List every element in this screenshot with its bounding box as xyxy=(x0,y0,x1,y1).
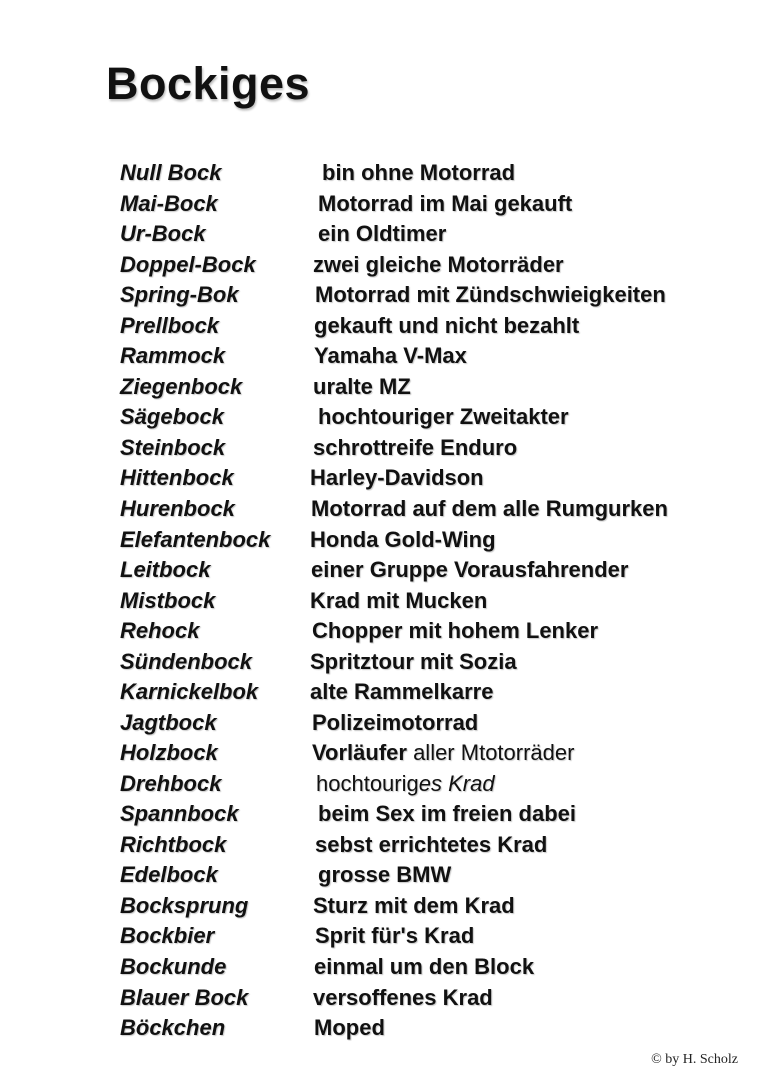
definition: beim Sex im freien dabei xyxy=(318,801,576,826)
list-item xyxy=(0,404,770,434)
term: Bockunde xyxy=(120,954,227,979)
list-item xyxy=(0,923,770,953)
term: Sündenbock xyxy=(120,649,253,674)
term: Bocksprung xyxy=(120,893,249,918)
definition xyxy=(316,771,495,797)
definition: Krad mit Mucken xyxy=(310,588,488,613)
list-item xyxy=(0,588,770,618)
list-item xyxy=(0,985,770,1015)
list-item xyxy=(0,740,770,770)
definition: Polizeimotorrad xyxy=(312,710,479,735)
definition: versoffenes Krad xyxy=(313,985,493,1010)
list-item xyxy=(0,313,770,343)
term: Hittenbock xyxy=(120,465,234,490)
list-item xyxy=(0,954,770,984)
list-item xyxy=(0,893,770,923)
term: Jagtbock xyxy=(120,710,217,735)
page-title: Bockiges xyxy=(106,58,311,109)
list-item xyxy=(0,649,770,679)
definition: gekauft und nicht bezahlt xyxy=(314,313,580,338)
definition: Spritztour mit Sozia xyxy=(310,649,517,674)
term: Rehock xyxy=(120,618,200,643)
definition: ein Oldtimer xyxy=(318,221,447,246)
definition-plain-part: aller Mtotorräder xyxy=(406,740,575,765)
definition: grosse BMW xyxy=(318,862,452,887)
term: Prellbock xyxy=(120,313,220,338)
term: Bockbier xyxy=(120,923,215,948)
definition: uralte MZ xyxy=(313,374,411,399)
list-item xyxy=(0,801,770,831)
list-item xyxy=(0,160,770,190)
definition-italic-part: es Krad xyxy=(418,771,495,796)
term: Karnickelbok xyxy=(120,679,259,704)
definition: Sprit für's Krad xyxy=(315,923,475,948)
term: Blauer Bock xyxy=(120,985,249,1010)
list-item xyxy=(0,679,770,709)
list-item xyxy=(0,557,770,587)
list-item xyxy=(0,435,770,465)
list-item xyxy=(0,374,770,404)
list-item xyxy=(0,496,770,526)
term: Edelbock xyxy=(120,862,218,887)
definition: Harley-Davidson xyxy=(310,465,484,490)
definition: Motorrad auf dem alle Rumgurken xyxy=(311,496,668,521)
term: Spannbock xyxy=(120,801,239,826)
list-item xyxy=(0,343,770,373)
list-item xyxy=(0,832,770,862)
term: Hurenbock xyxy=(120,496,235,521)
list-item xyxy=(0,771,770,801)
list-item xyxy=(0,862,770,892)
definition-bold-part: Vorläufer xyxy=(312,740,407,765)
term: Null Bock xyxy=(120,160,222,185)
list-item xyxy=(0,618,770,648)
definition: schrottreife Enduro xyxy=(313,435,518,460)
list-item xyxy=(0,191,770,221)
definition: bin ohne Motorrad xyxy=(322,160,516,185)
definition: zwei gleiche Motorräder xyxy=(313,252,564,277)
definition: einmal um den Block xyxy=(314,954,535,979)
definition: Chopper mit hohem Lenker xyxy=(312,618,599,643)
list-item xyxy=(0,710,770,740)
definition: Sturz mit dem Krad xyxy=(313,893,515,918)
definition xyxy=(312,740,574,766)
term: Richtbock xyxy=(120,832,227,857)
definition-plain-part: hochtourig xyxy=(316,771,419,796)
term: Steinbock xyxy=(120,435,226,460)
term: Sägebock xyxy=(120,404,224,429)
list-item xyxy=(0,1015,770,1045)
term: Holzbock xyxy=(120,740,218,765)
term: Böckchen xyxy=(120,1015,226,1040)
definition: einer Gruppe Vorausfahrender xyxy=(311,557,629,582)
list-item xyxy=(0,465,770,495)
term: Drehbock xyxy=(120,771,222,796)
term: Doppel-Bock xyxy=(120,252,256,277)
definition: alte Rammelkarre xyxy=(310,679,494,704)
term: Mai-Bock xyxy=(120,191,218,216)
term: Mistbock xyxy=(120,588,216,613)
term: Ur-Bock xyxy=(120,221,206,246)
list-item xyxy=(0,221,770,251)
definition: Yamaha V-Max xyxy=(314,343,467,368)
definition: Moped xyxy=(314,1015,385,1040)
definition: Motorrad im Mai gekauft xyxy=(318,191,573,216)
list-item xyxy=(0,282,770,312)
copyright-note: © by H. Scholz xyxy=(651,1052,738,1067)
definition: hochtouriger Zweitakter xyxy=(318,404,569,429)
term: Ziegenbock xyxy=(120,374,243,399)
definition: sebst errichtetes Krad xyxy=(315,832,548,857)
list-item xyxy=(0,252,770,282)
list-item xyxy=(0,527,770,557)
term: Spring-Bok xyxy=(120,282,239,307)
term: Leitbock xyxy=(120,557,211,582)
term: Rammock xyxy=(120,343,226,368)
definition: Honda Gold-Wing xyxy=(310,527,496,552)
term: Elefantenbock xyxy=(120,527,271,552)
definition: Motorrad mit Zündschwieigkeiten xyxy=(315,282,666,307)
